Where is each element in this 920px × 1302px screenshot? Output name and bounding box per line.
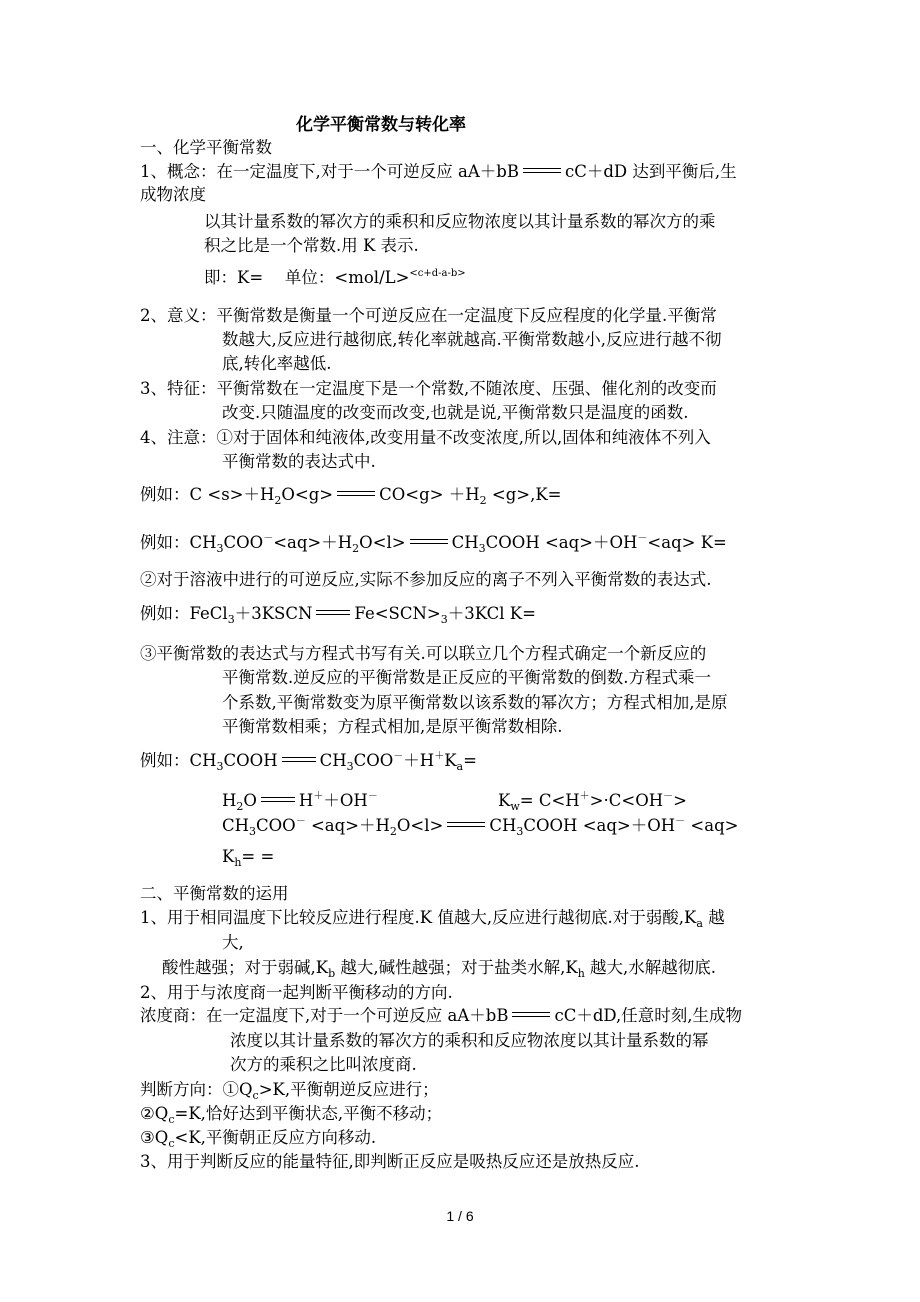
equilibrium-arrow-icon <box>523 166 561 176</box>
concept-line-1: 1、概念：在一定温度下,对于一个可逆反应 aA＋bB cC＋dD 达到平衡后,生 <box>140 162 737 181</box>
equilibrium-arrow-icon <box>512 1010 550 1020</box>
kh-expression: $K_h=$ = <box>222 847 275 869</box>
example-2: 例如：$CH_3COO^-<aq>+H_2O<l>$ $CH_3COOH <aq>+OH^-<aq> K=$ <box>140 533 727 555</box>
use-1-line-2: 大, <box>222 933 244 952</box>
concept-line-4: 积之比是一个常数.用 K 表示. <box>204 236 419 255</box>
reaction-quotient-line-3: 次方的乘积之比叫浓度商. <box>230 1055 417 1074</box>
equilibrium-arrow-icon <box>316 608 350 618</box>
direction-3: $③Q_c<K$,平衡朝正反应方向移动. <box>140 1128 377 1150</box>
page-number: 1 / 6 <box>446 1208 474 1224</box>
feature-line-1: 3、特征：平衡常数在一定温度下是一个常数,不随浓度、压强、催化剂的改变而 <box>140 379 717 398</box>
use-3: 3、用于判断反应的能量特征,即判断正反应是吸热反应还是放热反应. <box>140 1152 640 1171</box>
equilibrium-arrow-icon <box>261 795 295 805</box>
equilibrium-arrow-icon <box>337 489 375 499</box>
example-1: 例如：$C <s>+H_2O<g>$ $CO<g> +H_2 <g>,K=$ <box>140 485 562 507</box>
section1-heading: 一、化学平衡常数 <box>140 138 272 157</box>
reaction-quotient-line-2: 浓度以其计量系数的幂次方的乘积和反应物浓度以其计量系数的幂 <box>230 1031 709 1050</box>
reaction-quotient-line-1: 浓度商：在一定温度下,对于一个可逆反应 aA＋bB cC＋dD,任意时刻,生成物 <box>140 1006 743 1025</box>
equilibrium-arrow-icon <box>282 755 316 765</box>
note-3-line-2: 平衡常数.逆反应的平衡常数是正反应的平衡常数的倒数.方程式乘一 <box>222 668 711 687</box>
note-line-2: 平衡常数的表达式中. <box>222 452 376 471</box>
equilibrium-arrow-icon <box>410 537 448 547</box>
use-2: 2、用于与浓度商一起判断平衡移动的方向. <box>140 983 453 1002</box>
feature-line-2: 改变.只随温度的改变而改变,也就是说,平衡常数只是温度的函数. <box>222 403 689 422</box>
hydrolysis-equation: $CH_3COO^- <aq>+H_2O<l>$ $CH_3COOH <aq>+OH^- <aq>$ <box>222 816 739 838</box>
note-3-line-3: 个系数,平衡常数变为原平衡常数以该系数的幂次方；方程式相加,是原 <box>222 693 728 712</box>
meaning-line-3: 底,转化率越低. <box>222 354 332 373</box>
use-1-line-1: 1、用于相同温度下比较反应进行程度.K 值越大,反应进行越彻底.对于弱酸$,K_a$ 越 <box>140 908 725 930</box>
meaning-line-1: 2、意义：平衡常数是衡量一个可逆反应在一定温度下反应程度的化学量.平衡常 <box>140 306 717 325</box>
kw-expression: $K_w= C<H^+>\cdot C<OH^->$ <box>498 791 687 813</box>
concept-line-3: 以其计量系数的幂次方的乘积和反应物浓度以其计量系数的幂次方的乘 <box>204 212 716 231</box>
direction-2: $②Q_c=K$,恰好达到平衡状态,平衡不移动； <box>140 1104 443 1126</box>
meaning-line-2: 数越大,反应进行越彻底,转化率就越高.平衡常数越小,反应进行越不彻 <box>222 330 722 349</box>
example-4: 例如：$CH_3COOH$ $CH_3COO^-+H^+K_a=$ <box>140 751 477 773</box>
note-3-line-1: ③平衡常数的表达式与方程式书写有关.可以联立几个方程式确定一个新反应的 <box>140 644 707 663</box>
page-title: 化学平衡常数与转化率 <box>296 115 466 135</box>
k-definition: 即：K= 单位：<mol/L>$^{<c+d-a-b>}$ <box>204 268 466 287</box>
equilibrium-arrow-icon <box>447 820 485 830</box>
note-3-line-4: 平衡常数相乘；方程式相加,是原平衡常数相除. <box>222 717 563 736</box>
water-ionization: $H_2O$ H＋＋OH－ <box>222 791 378 813</box>
note-line-1: 4、注意：①对于固体和纯液体,改变用量不改变浓度,所以,固体和纯液体不列入 <box>140 428 711 447</box>
note-2: ②对于溶液中进行的可逆反应,实际不参加反应的离子不列入平衡常数的表达式. <box>140 570 712 589</box>
section2-heading: 二、平衡常数的运用 <box>140 884 289 903</box>
example-3: 例如：FeCl$_3$＋3KSCN $Fe<SCN>_3+3KCl$ K= <box>140 604 536 626</box>
direction-1: 判断方向：$①Q_c>K$,平衡朝逆反应进行； <box>140 1080 439 1102</box>
use-1-line-3: 酸性越强；对于弱碱$,K_b$ 越大,碱性越强；对于盐类水解$,K_h$ 越大,水解越彻底. <box>162 958 717 980</box>
concept-line-2: 成物浓度 <box>140 185 206 204</box>
